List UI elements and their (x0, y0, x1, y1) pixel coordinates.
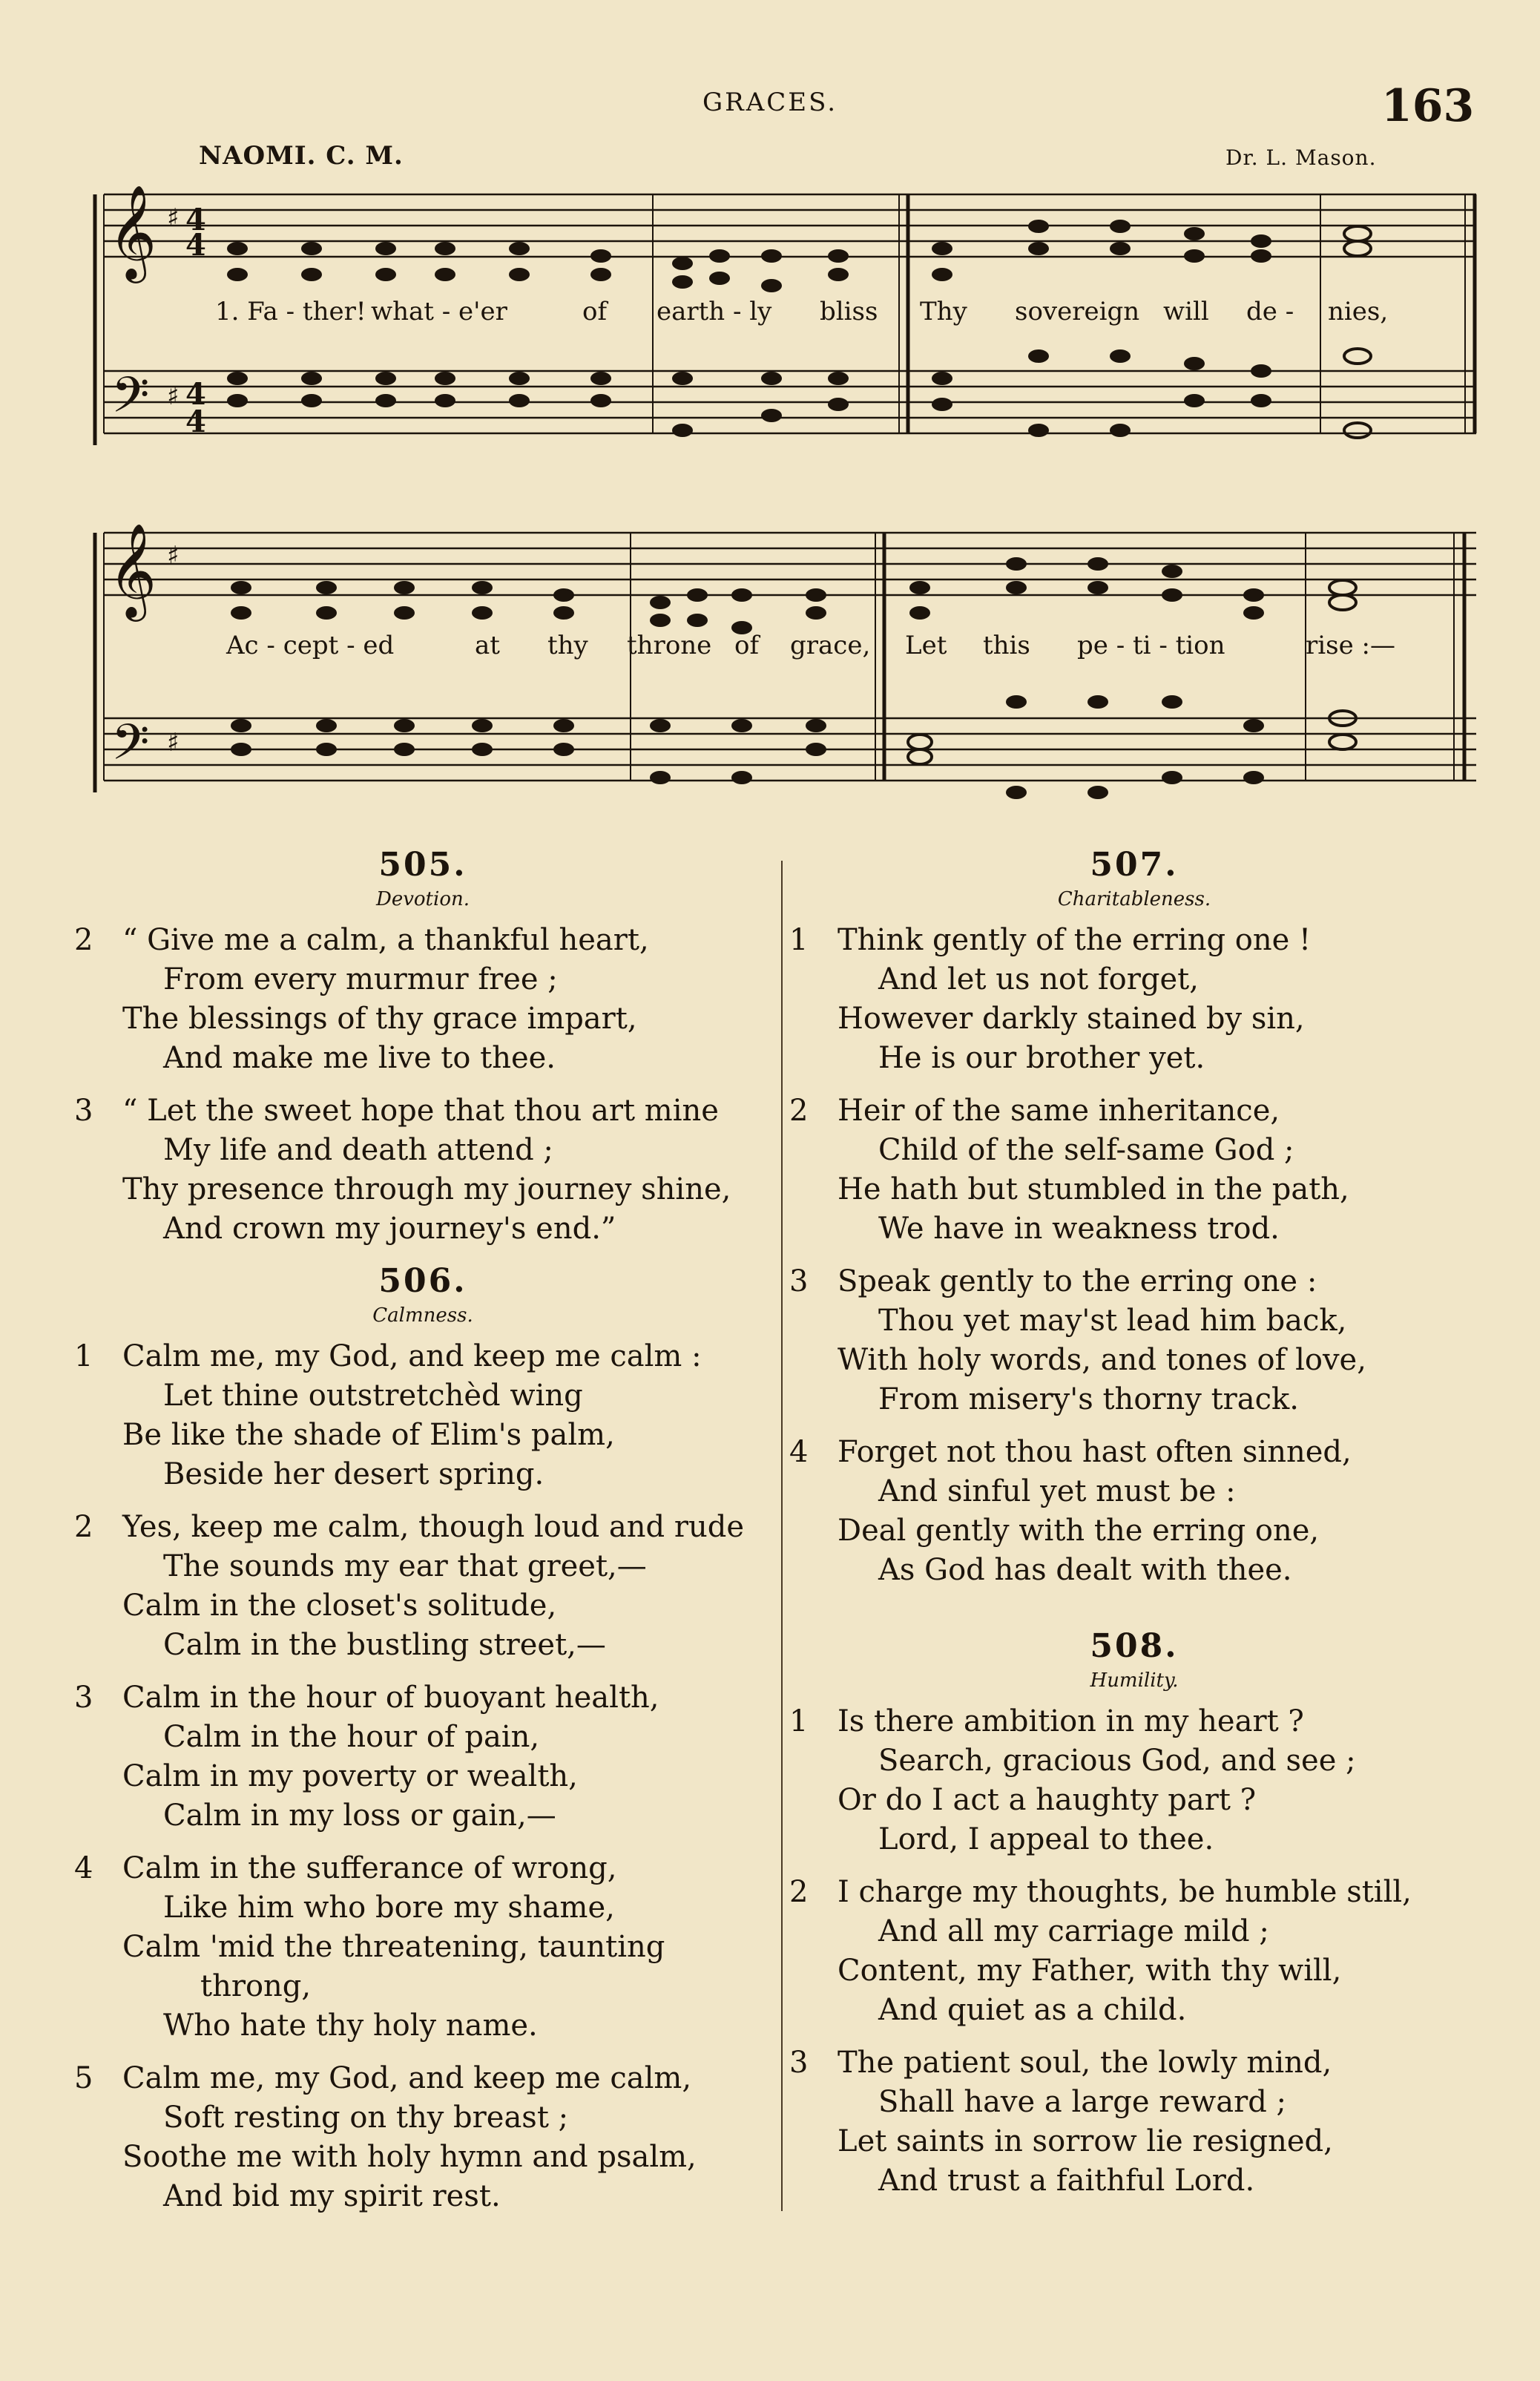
verse-line: 2 Yes, keep me calm, though loud and rude (74, 1508, 771, 1547)
verse-line: And all my carriage mild ; (878, 1914, 1269, 1948)
verse-line: And sinful yet must be : (878, 1474, 1236, 1508)
svg-text:♯: ♯ (167, 541, 180, 571)
verse-line: 4 Calm in the sufferance of wrong, (74, 1849, 771, 1888)
lyric-syllable: of (734, 631, 760, 660)
lyric-syllable: nies, (1328, 297, 1389, 326)
stanza (789, 1091, 1479, 1249)
verse-line: Thy presence through my journey shine, (122, 1172, 731, 1206)
hymn-subtitle: Humility. (1090, 1669, 1179, 1692)
treble-clef-icon: 𝄞 (108, 184, 157, 279)
svg-text:4: 4 (185, 404, 206, 439)
svg-text:♯: ♯ (167, 381, 180, 411)
stanza (789, 2043, 1479, 2201)
verse-line: And trust a faithful Lord. (878, 2164, 1255, 2198)
lyric-syllable: bliss (820, 297, 878, 326)
stanza (789, 1702, 1479, 1859)
lyric-syllable: this (983, 631, 1030, 660)
verse-line: We have in weakness trod. (878, 1212, 1280, 1246)
verse-line: Soft resting on thy breast ; (163, 2101, 569, 2135)
verse-line: Calm in the bustling street,— (163, 1628, 606, 1662)
stanza-number: 2 (789, 1094, 809, 1128)
verse-line: He is our brother yet. (878, 1041, 1205, 1075)
lyric-syllable: throne (627, 631, 712, 660)
lyric-syllable: at (475, 631, 500, 660)
stanza (74, 1091, 771, 1249)
svg-text:4: 4 (185, 228, 206, 263)
verse-line: And quiet as a child. (878, 1993, 1187, 2027)
stanza-number: 3 (789, 1264, 809, 1298)
stanza-number: 1 (74, 1339, 93, 1373)
lyric-syllable: grace, (790, 631, 871, 660)
verse-line: The blessings of thy grace impart, (122, 1002, 637, 1036)
verse-line: 3 Speak gently to the erring one : (789, 1262, 1479, 1301)
verse-line: Beside her desert spring. (163, 1457, 544, 1491)
verse-line: 1 Think gently of the erring one ! (789, 921, 1479, 960)
svg-text:4: 4 (185, 203, 206, 237)
verse-line: 2 Heir of the same inheritance, (789, 1091, 1479, 1131)
stanza (74, 1678, 771, 1836)
verse-line: 1 Calm me, my God, and keep me calm : (74, 1337, 771, 1376)
stanza (789, 1433, 1479, 1590)
verse-line: Thou yet may'st lead him back, (878, 1304, 1347, 1338)
verse-line: Deal gently with the erring one, (838, 1514, 1320, 1548)
verse-line: He hath but stumbled in the path, (838, 1172, 1349, 1206)
lyric-syllable: rise :— (1306, 631, 1395, 660)
stanza-number: 5 (74, 2061, 93, 2095)
lyric-syllable: what - e'er (371, 297, 507, 326)
stanza (74, 1849, 771, 2046)
stanza-number: 2 (74, 923, 93, 957)
verse-line: 2 “ Give me a calm, a thankful heart, (74, 921, 771, 960)
staff-system2-treble (104, 533, 1476, 595)
hymn-508 (789, 1627, 1479, 2201)
hymn-subtitle: Calmness. (372, 1304, 473, 1327)
verse-line: From every murmur free ; (163, 962, 558, 996)
hymn-subtitle: Charitableness. (1057, 888, 1211, 910)
verse-line: 2 I charge my thoughts, be humble still, (789, 1873, 1479, 1912)
verse-line: And let us not forget, (878, 962, 1199, 996)
stanza-number: 3 (74, 1094, 93, 1128)
stanza (74, 921, 771, 1078)
stanza-number: 1 (789, 923, 809, 957)
svg-text:𝄞: 𝄞 (108, 522, 157, 617)
verse-line: Search, gracious God, and see ; (878, 1744, 1356, 1778)
hymn-subtitle: Devotion. (375, 888, 470, 910)
verse-line: Let thine outstretchèd wing (163, 1379, 583, 1413)
verse-line: 4 Forget not thou hast often sinned, (789, 1433, 1479, 1472)
right-column (789, 846, 1479, 2214)
stanza-number: 2 (789, 1875, 809, 1909)
staff-system2-bass (104, 718, 1476, 781)
lyric-syllable: de - (1246, 297, 1294, 326)
stanza-number: 3 (789, 2046, 809, 2080)
verse-line: Calm in the hour of pain, (163, 1720, 540, 1754)
hymn-number: 508. (1090, 1627, 1179, 1665)
verse-line: Let saints in sorrow lie resigned, (838, 2124, 1333, 2158)
verse-line: And bid my spirit rest. (163, 2179, 501, 2213)
verse-line: Child of the self-same God ; (878, 1133, 1294, 1167)
verse-line: With holy words, and tones of love, (838, 1343, 1366, 1377)
verse-line: Who hate thy holy name. (163, 2009, 538, 2043)
verse-line: 3 The patient soul, the lowly mind, (789, 2043, 1479, 2083)
column-divider (781, 861, 783, 2211)
verse-line: 3 “ Let the sweet hope that thou art mine (74, 1091, 771, 1131)
left-column (74, 846, 771, 2230)
verse-line: However darkly stained by sin, (838, 1002, 1305, 1036)
verse-line: Be like the shade of Elim's palm, (122, 1418, 615, 1452)
verse-line: throng, (200, 1969, 312, 2003)
bass-clef-icon: 𝄢 (111, 367, 150, 436)
lyric-syllable: earth - ly (657, 297, 772, 326)
music-score (0, 0, 1540, 838)
hymn-number: 506. (378, 1262, 467, 1300)
lyric-syllable: pe - ti - tion (1077, 631, 1225, 660)
verse-line: Calm in the closet's solitude, (122, 1589, 557, 1623)
hymn-number: 507. (1090, 846, 1179, 884)
lyric-syllable: Let (905, 631, 947, 660)
verse-line: As God has dealt with thee. (878, 1553, 1292, 1587)
verse-line: From misery's thorny track. (878, 1382, 1299, 1416)
verse-line: Shall have a large reward ; (878, 2085, 1287, 2119)
verse-line: Lord, I appeal to thee. (878, 1822, 1214, 1856)
hymn-505 (74, 846, 771, 1249)
verse-line: 5 Calm me, my God, and keep me calm, (74, 2059, 771, 2098)
verse-line: Like him who bore my shame, (163, 1891, 615, 1925)
verse-line: My life and death attend ; (163, 1133, 553, 1167)
stanza-number: 3 (74, 1681, 93, 1715)
verse-line: And make me live to thee. (163, 1041, 556, 1075)
lyric-syllable: of (582, 297, 608, 326)
stanza-number: 2 (74, 1510, 93, 1544)
verse-line: Calm in my poverty or wealth, (122, 1759, 578, 1793)
verse-line: Content, my Father, with thy will, (838, 1954, 1342, 1988)
stanza (74, 2059, 771, 2216)
lyric-syllable: Ac - cept - ed (226, 631, 395, 660)
verse-line: Or do I act a haughty part ? (838, 1783, 1257, 1817)
svg-text:4: 4 (185, 377, 206, 412)
verse-line: Soothe me with holy hymn and psalm, (122, 2140, 697, 2174)
lyric-syllable: will (1163, 297, 1209, 326)
stanza-number: 4 (789, 1435, 809, 1469)
verse-line: And crown my journey's end.” (163, 1212, 616, 1246)
verse-line: 3 Calm in the hour of buoyant health, (74, 1678, 771, 1718)
lyric-syllable: Thy (920, 297, 967, 326)
lyric-syllable: sovereign (1015, 297, 1140, 326)
verse-line: The sounds my ear that greet,— (163, 1549, 647, 1583)
stanza (789, 1262, 1479, 1419)
svg-text:♯: ♯ (167, 203, 180, 233)
verse-line: Calm 'mid the threatening, taunting (122, 1930, 665, 1964)
verse-line: 1 Is there ambition in my heart ? (789, 1702, 1479, 1741)
hymn-507 (789, 846, 1479, 1590)
svg-text:𝄢: 𝄢 (111, 714, 150, 783)
lyric-syllable: thy (547, 631, 588, 660)
page-number: 163 (1381, 80, 1475, 132)
lyric-syllable: 1. Fa - ther! (215, 297, 366, 326)
stanza-number: 1 (789, 1704, 809, 1738)
composer-credit: Dr. L. Mason. (1225, 145, 1377, 170)
hymn-number: 505. (378, 846, 467, 884)
stanza (74, 1508, 771, 1665)
stanza-number: 4 (74, 1851, 93, 1885)
stanza (789, 921, 1479, 1078)
running-title: GRACES. (702, 88, 838, 117)
hymn-506 (74, 1262, 771, 2216)
stanza (74, 1337, 771, 1494)
verse-line: Calm in my loss or gain,— (163, 1799, 556, 1833)
tune-name: NAOMI. C. M. (199, 141, 404, 171)
svg-text:♯: ♯ (167, 728, 180, 758)
stanza (789, 1873, 1479, 2030)
